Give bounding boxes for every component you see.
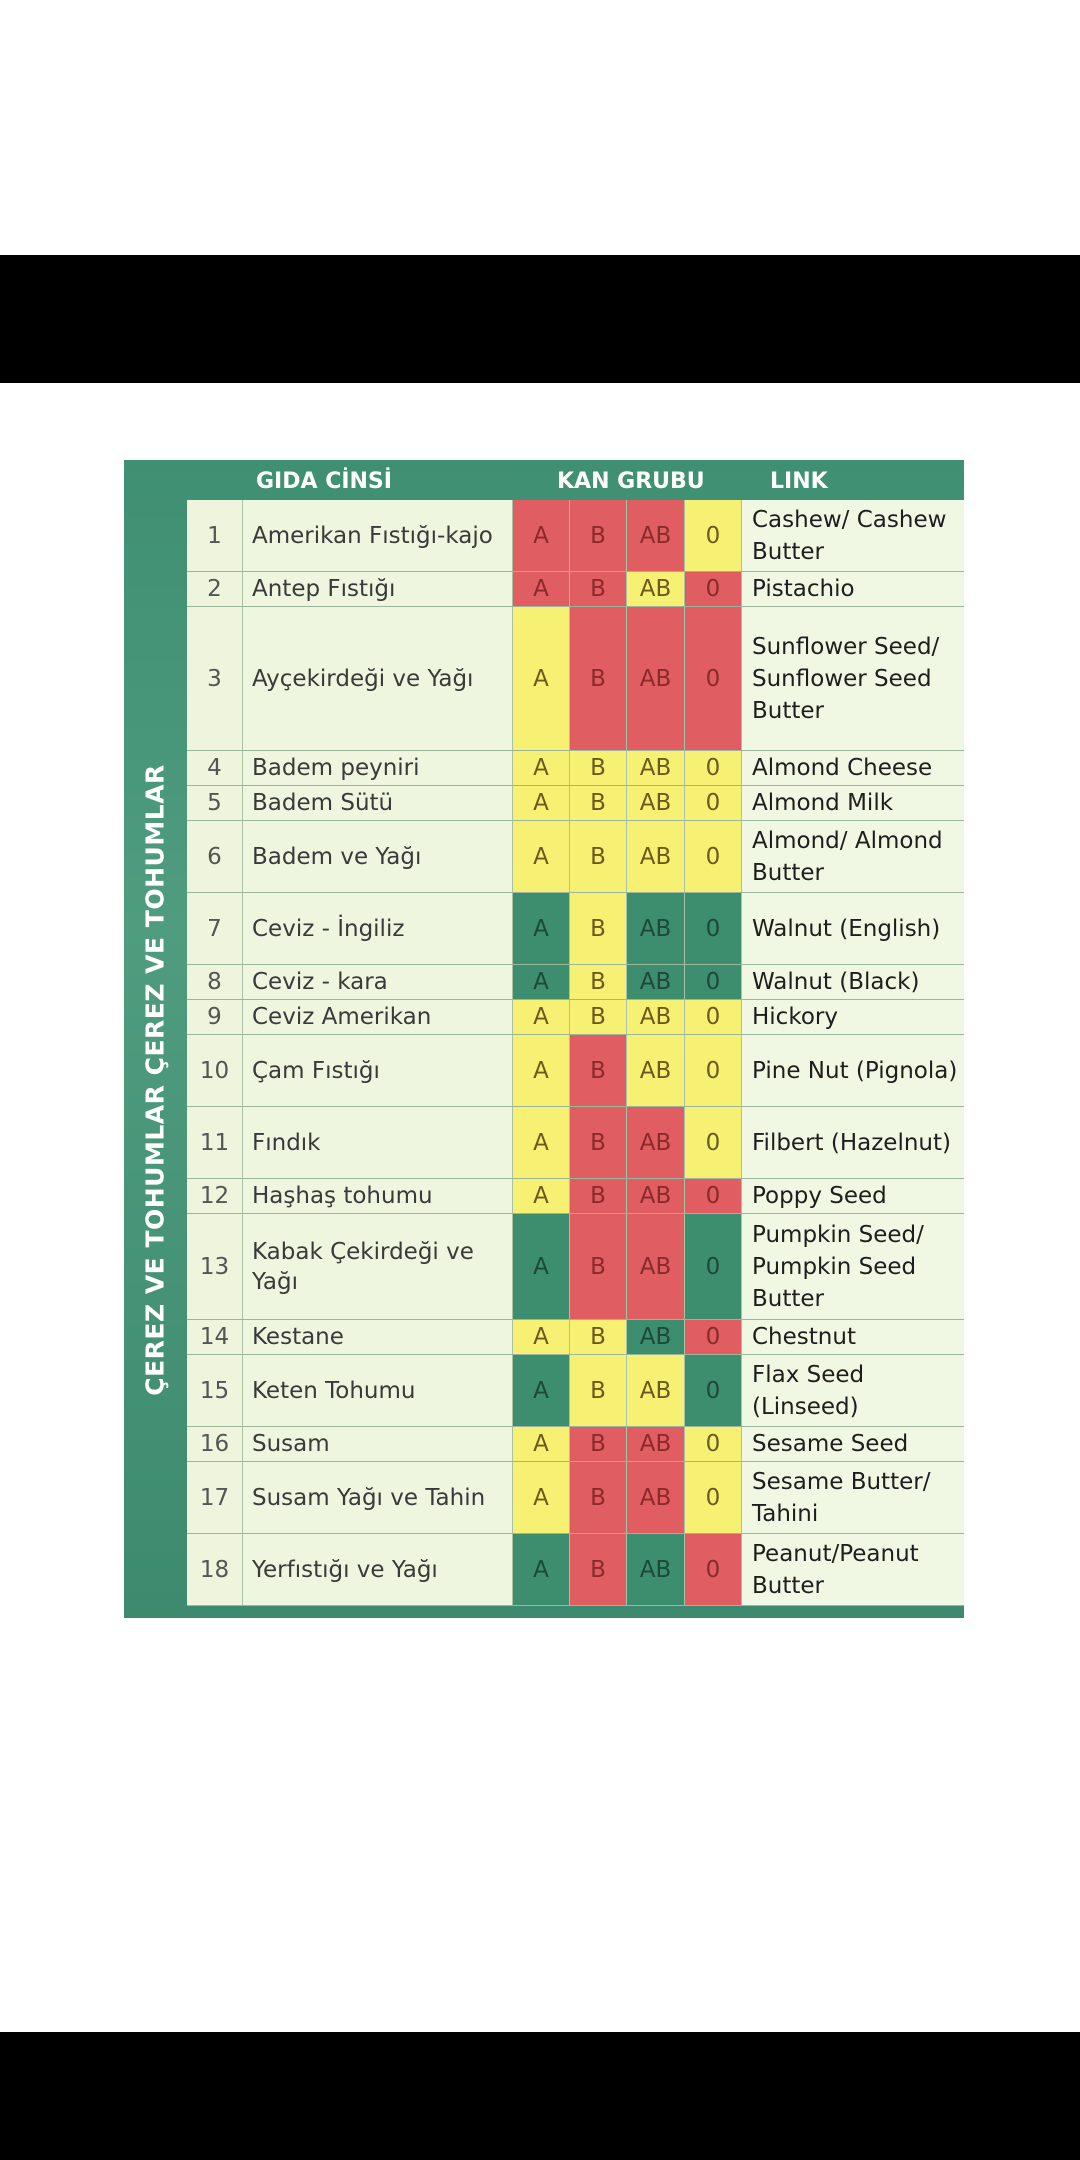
blood-a-cell: A xyxy=(513,1320,570,1354)
english-name: Peanut/Peanut Butter xyxy=(742,1534,964,1605)
blood-a-cell: A xyxy=(513,1107,570,1178)
table-row xyxy=(187,1462,964,1534)
blood-0-cell: 0 xyxy=(685,1320,742,1354)
blood-a-cell: A xyxy=(513,1000,570,1034)
table-row xyxy=(187,1534,964,1606)
blood-0-cell: 0 xyxy=(685,572,742,606)
blood-0-cell: 0 xyxy=(685,821,742,892)
blood-b-cell: B xyxy=(570,500,627,571)
english-name: Chestnut xyxy=(742,1320,964,1354)
row-number: 18 xyxy=(187,1534,243,1605)
food-name: Yerfıstığı ve Yağı xyxy=(243,1534,513,1605)
table-row xyxy=(187,1214,964,1320)
blood-b-cell: B xyxy=(570,1035,627,1106)
table-row xyxy=(187,965,964,1000)
blood-ab-cell: AB xyxy=(627,1107,685,1178)
blood-a-cell: A xyxy=(513,751,570,785)
food-name: Çam Fıstığı xyxy=(243,1035,513,1106)
table-row xyxy=(187,1355,964,1427)
blood-a-cell: A xyxy=(513,500,570,571)
blood-ab-cell: AB xyxy=(627,1427,685,1461)
blood-ab-cell: AB xyxy=(627,1000,685,1034)
row-number: 11 xyxy=(187,1107,243,1178)
food-name: Ayçekirdeği ve Yağı xyxy=(243,607,513,750)
bottom-black-bar xyxy=(0,2032,1080,2160)
blood-a-cell: A xyxy=(513,1534,570,1605)
food-name: Ceviz - İngiliz xyxy=(243,893,513,964)
table-row xyxy=(187,607,964,751)
blood-ab-cell: AB xyxy=(627,893,685,964)
blood-ab-cell: AB xyxy=(627,500,685,571)
english-name: Pistachio xyxy=(742,572,964,606)
blood-ab-cell: AB xyxy=(627,1355,685,1426)
blood-0-cell: 0 xyxy=(685,965,742,999)
row-number: 12 xyxy=(187,1179,243,1213)
blood-b-cell: B xyxy=(570,751,627,785)
blood-b-cell: B xyxy=(570,1534,627,1605)
blood-ab-cell: AB xyxy=(627,821,685,892)
english-name: Poppy Seed xyxy=(742,1179,964,1213)
blood-a-cell: A xyxy=(513,1179,570,1213)
food-name: Badem Sütü xyxy=(243,786,513,820)
row-number: 2 xyxy=(187,572,243,606)
blood-ab-cell: AB xyxy=(627,1534,685,1605)
table-row xyxy=(187,786,964,821)
blood-a-cell: A xyxy=(513,1427,570,1461)
english-name: Sunflower Seed/ Sunflower Seed Butter xyxy=(742,607,964,750)
blood-0-cell: 0 xyxy=(685,500,742,571)
food-name: Kestane xyxy=(243,1320,513,1354)
blood-ab-cell: AB xyxy=(627,572,685,606)
blood-a-cell: A xyxy=(513,821,570,892)
blood-a-cell: A xyxy=(513,1462,570,1533)
table-body xyxy=(187,500,964,1618)
row-number: 16 xyxy=(187,1427,243,1461)
food-name: Fındık xyxy=(243,1107,513,1178)
blood-ab-cell: AB xyxy=(627,965,685,999)
blood-ab-cell: AB xyxy=(627,1462,685,1533)
english-name: Cashew/ Cashew Butter xyxy=(742,500,964,571)
row-number: 15 xyxy=(187,1355,243,1426)
blood-0-cell: 0 xyxy=(685,786,742,820)
english-name: Almond/ Almond Butter xyxy=(742,821,964,892)
blood-b-cell: B xyxy=(570,607,627,750)
food-name: Susam xyxy=(243,1427,513,1461)
blood-ab-cell: AB xyxy=(627,1179,685,1213)
row-number: 5 xyxy=(187,786,243,820)
blood-a-cell: A xyxy=(513,1355,570,1426)
blood-b-cell: B xyxy=(570,1320,627,1354)
table-row xyxy=(187,1320,964,1355)
row-number: 3 xyxy=(187,607,243,750)
row-number: 13 xyxy=(187,1214,243,1319)
blood-0-cell: 0 xyxy=(685,607,742,750)
blood-ab-cell: AB xyxy=(627,1320,685,1354)
blood-a-cell: A xyxy=(513,1035,570,1106)
blood-b-cell: B xyxy=(570,1427,627,1461)
food-name: Kabak Çekirdeği ve Yağı xyxy=(243,1214,513,1319)
food-name: Amerikan Fıstığı-kajo xyxy=(243,500,513,571)
header-link: LINK xyxy=(770,469,828,494)
blood-a-cell: A xyxy=(513,965,570,999)
blood-a-cell: A xyxy=(513,607,570,750)
blood-b-cell: B xyxy=(570,786,627,820)
blood-type-food-table xyxy=(124,460,964,1618)
english-name: Filbert (Hazelnut) xyxy=(742,1107,964,1178)
food-name: Ceviz Amerikan xyxy=(243,1000,513,1034)
blood-0-cell: 0 xyxy=(685,893,742,964)
english-name: Walnut (Black) xyxy=(742,965,964,999)
food-name: Keten Tohumu xyxy=(243,1355,513,1426)
blood-0-cell: 0 xyxy=(685,1534,742,1605)
row-number: 7 xyxy=(187,893,243,964)
blood-b-cell: B xyxy=(570,1000,627,1034)
category-sidebar xyxy=(124,500,186,1618)
blood-0-cell: 0 xyxy=(685,1179,742,1213)
blood-a-cell: A xyxy=(513,893,570,964)
english-name: Sesame Seed xyxy=(742,1427,964,1461)
table-row xyxy=(187,1035,964,1107)
food-name: Haşhaş tohumu xyxy=(243,1179,513,1213)
row-number: 8 xyxy=(187,965,243,999)
table-row xyxy=(187,1427,964,1462)
row-number: 1 xyxy=(187,500,243,571)
blood-ab-cell: AB xyxy=(627,1035,685,1106)
blood-b-cell: B xyxy=(570,572,627,606)
food-name: Badem ve Yağı xyxy=(243,821,513,892)
row-number: 6 xyxy=(187,821,243,892)
blood-ab-cell: AB xyxy=(627,1214,685,1319)
blood-0-cell: 0 xyxy=(685,1035,742,1106)
blood-b-cell: B xyxy=(570,893,627,964)
header-food-type: GIDA CİNSİ xyxy=(256,469,392,494)
blood-b-cell: B xyxy=(570,1355,627,1426)
english-name: Sesame Butter/ Tahini xyxy=(742,1462,964,1533)
table-row xyxy=(187,572,964,607)
english-name: Almond Milk xyxy=(742,786,964,820)
blood-0-cell: 0 xyxy=(685,1427,742,1461)
english-name: Hickory xyxy=(742,1000,964,1034)
header-blood-group: KAN GRUBU xyxy=(557,469,705,494)
blood-ab-cell: AB xyxy=(627,751,685,785)
blood-0-cell: 0 xyxy=(685,1355,742,1426)
blood-b-cell: B xyxy=(570,965,627,999)
blood-b-cell: B xyxy=(570,1107,627,1178)
blood-b-cell: B xyxy=(570,1462,627,1533)
row-number: 9 xyxy=(187,1000,243,1034)
blood-ab-cell: AB xyxy=(627,786,685,820)
top-black-bar xyxy=(0,255,1080,383)
table-row xyxy=(187,1000,964,1035)
english-name: Walnut (English) xyxy=(742,893,964,964)
row-number: 14 xyxy=(187,1320,243,1354)
english-name: Pumpkin Seed/ Pumpkin Seed Butter xyxy=(742,1214,964,1319)
row-number: 10 xyxy=(187,1035,243,1106)
blood-b-cell: B xyxy=(570,1179,627,1213)
english-name: Almond Cheese xyxy=(742,751,964,785)
blood-ab-cell: AB xyxy=(627,607,685,750)
table-row xyxy=(187,821,964,893)
blood-b-cell: B xyxy=(570,821,627,892)
english-name: Pine Nut (Pignola) xyxy=(742,1035,964,1106)
english-name: Flax Seed (Linseed) xyxy=(742,1355,964,1426)
row-number: 17 xyxy=(187,1462,243,1533)
table-row xyxy=(187,1179,964,1214)
blood-0-cell: 0 xyxy=(685,1462,742,1533)
table-row xyxy=(187,1107,964,1179)
row-number: 4 xyxy=(187,751,243,785)
table-row xyxy=(187,893,964,965)
blood-b-cell: B xyxy=(570,1214,627,1319)
blood-0-cell: 0 xyxy=(685,1214,742,1319)
blood-a-cell: A xyxy=(513,572,570,606)
table-row xyxy=(187,751,964,786)
category-label: ÇEREZ VE TOHUMLAR ÇEREZ VE TOHUMLAR xyxy=(140,764,170,1396)
food-name: Ceviz - kara xyxy=(243,965,513,999)
blood-0-cell: 0 xyxy=(685,1000,742,1034)
food-name: Antep Fıstığı xyxy=(243,572,513,606)
blood-0-cell: 0 xyxy=(685,751,742,785)
blood-a-cell: A xyxy=(513,1214,570,1319)
blood-0-cell: 0 xyxy=(685,1107,742,1178)
food-name: Badem peyniri xyxy=(243,751,513,785)
blood-a-cell: A xyxy=(513,786,570,820)
food-name: Susam Yağı ve Tahin xyxy=(243,1462,513,1533)
table-row xyxy=(187,500,964,572)
